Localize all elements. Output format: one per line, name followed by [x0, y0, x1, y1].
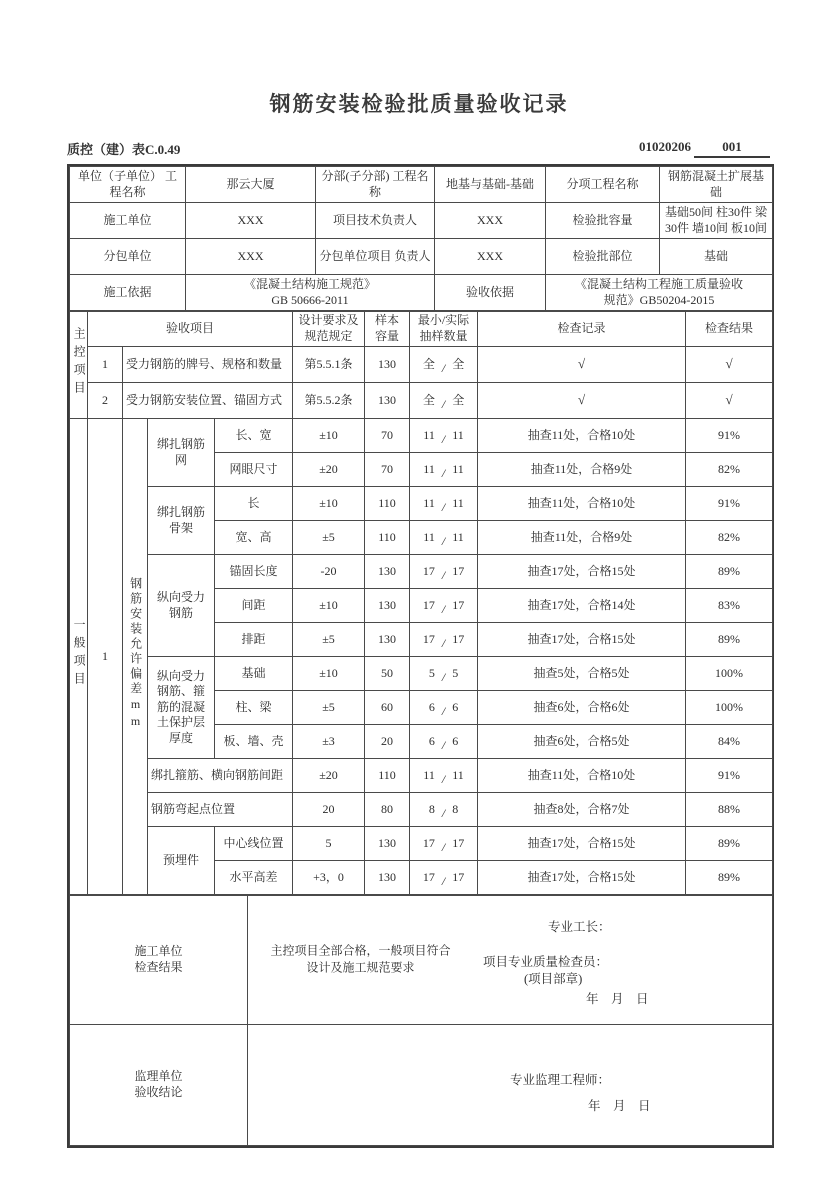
project-info-table: [69, 166, 773, 311]
result-cell: 82%: [686, 521, 773, 555]
record-cell: 抽查11处，合格10处: [478, 419, 686, 453]
item-cell: 受力钢筋安装位置、锚固方式: [123, 383, 293, 419]
min-actual-cell: 6 / 6: [410, 691, 478, 725]
slash: /: [441, 533, 446, 548]
contractor-label: 施工单位: [70, 203, 186, 239]
record-cell: 抽查6处，合格6处: [478, 691, 686, 725]
record-cell: 抽查17处，合格15处: [478, 861, 686, 895]
subcontractor-label: 分包单位: [70, 239, 186, 275]
table-row: [70, 657, 773, 691]
spec-cell: ±5: [293, 691, 365, 725]
table-row: [70, 555, 773, 589]
spec-cell: ±5: [293, 623, 365, 657]
slash: /: [441, 567, 446, 582]
item-cell: 锚固长度: [215, 555, 293, 589]
spec-cell: ±5: [293, 521, 365, 555]
spec-cell: ±3: [293, 725, 365, 759]
result-cell: 84%: [686, 725, 773, 759]
min-actual-cell: 17 / 17: [410, 861, 478, 895]
spec-cell: ±10: [293, 487, 365, 521]
check-statement: 主控项目全部合格，一般项目符合 设计及施工规范要求: [270, 943, 451, 975]
item-cell: 水平高差: [215, 861, 293, 895]
min-actual-cell: 17 / 17: [410, 623, 478, 657]
table-row: [70, 347, 773, 383]
construction-check-label: 施工单位 检查结果: [70, 896, 248, 1025]
item-cell: 长、宽: [215, 419, 293, 453]
form-code: 质控（建）表C.0.49: [67, 142, 181, 157]
min-actual-cell: 11 / 11: [410, 453, 478, 487]
sample-cell: 20: [365, 725, 410, 759]
record-cell: 抽查17处，合格14处: [478, 589, 686, 623]
record-cell: 抽查11处，合格9处: [478, 453, 686, 487]
spec-cell: ±20: [293, 453, 365, 487]
construction-check-content: [248, 896, 773, 1025]
item-cell: 排距: [215, 623, 293, 657]
table-row: [70, 827, 773, 861]
foreman-signature-label: 专业工长：: [548, 920, 611, 934]
record-cell: 抽查11处，合格10处: [478, 759, 686, 793]
spec-cell: 5: [293, 827, 365, 861]
table-header-row: [70, 312, 773, 347]
row-number: 2: [88, 383, 123, 419]
spec-cell: ±10: [293, 589, 365, 623]
supervision-conclusion-label: 监理单位 验收结论: [70, 1025, 248, 1146]
item-cell: 钢筋弯起点位置: [148, 793, 293, 827]
group-longitudinal-label: 纵向受力钢筋: [148, 555, 215, 657]
signature-section-table: [69, 895, 773, 1146]
sample-cell: 130: [365, 589, 410, 623]
header-check-result: 检查结果: [686, 312, 773, 347]
record-cell: 抽查17处，合格15处: [478, 623, 686, 657]
sample-cell: 60: [365, 691, 410, 725]
date-placeholder: 年 月 日: [588, 1099, 651, 1113]
subcontractor-value: XXX: [186, 239, 316, 275]
table-row: [70, 167, 773, 203]
doc-number: 01020206: [639, 139, 691, 154]
slash: /: [441, 771, 446, 786]
unit-project-label: 单位（子单位） 工程名称: [70, 167, 186, 203]
table-row: [70, 275, 773, 311]
group-cover-label: 纵向受力钢筋、箍筋的混凝土保护层厚度: [148, 657, 215, 759]
construction-basis-value: 《混凝土结构施工规范》 GB 50666-2011: [186, 275, 435, 311]
slash: /: [441, 499, 446, 514]
sample-cell: 130: [365, 383, 410, 419]
batch-part-label: 检验批部位: [546, 239, 660, 275]
form-meta-row: [67, 139, 770, 158]
result-cell: 100%: [686, 657, 773, 691]
min-actual-cell: 全 / 全: [410, 383, 478, 419]
table-row: [70, 759, 773, 793]
group-mesh-label: 绑扎钢筋网: [148, 419, 215, 487]
row-number: 1: [88, 419, 123, 895]
slash: /: [441, 601, 446, 616]
sample-cell: 50: [365, 657, 410, 691]
header-min-actual: 最小/实际抽样数量: [410, 312, 478, 347]
sample-cell: 80: [365, 793, 410, 827]
spec-cell: +3，0: [293, 861, 365, 895]
spec-cell: 第5.5.1条: [293, 347, 365, 383]
contractor-value: XXX: [186, 203, 316, 239]
table-row: [70, 239, 773, 275]
tech-lead-value: XXX: [435, 203, 546, 239]
min-actual-cell: 17 / 17: [410, 827, 478, 861]
deviation-column-label: 钢筋安装允许偏差mm: [123, 419, 148, 895]
form-sheet: [67, 164, 774, 1148]
min-actual-cell: 11 / 11: [410, 487, 478, 521]
record-cell: 抽查6处，合格5处: [478, 725, 686, 759]
result-cell: √: [686, 347, 773, 383]
record-cell: 抽查11处，合格9处: [478, 521, 686, 555]
doc-number-area: [639, 139, 770, 158]
result-cell: 89%: [686, 827, 773, 861]
group-skeleton-label: 绑扎钢筋骨架: [148, 487, 215, 555]
date-placeholder: 年 月 日: [586, 992, 649, 1006]
slash: /: [441, 360, 446, 375]
slash: /: [441, 703, 446, 718]
group-embedded-label: 预埋件: [148, 827, 215, 895]
quality-inspector-label: 项目专业质量检查员：: [483, 955, 609, 969]
slash: /: [441, 396, 446, 411]
spec-cell: ±20: [293, 759, 365, 793]
result-cell: 100%: [686, 691, 773, 725]
supervision-conclusion-content: [248, 1025, 773, 1146]
slash: /: [441, 669, 446, 684]
result-cell: 89%: [686, 555, 773, 589]
sub-lead-label: 分包单位项目 负责人: [316, 239, 435, 275]
record-cell: 抽查11处，合格10处: [478, 487, 686, 521]
result-cell: 89%: [686, 623, 773, 657]
item-cell: 长: [215, 487, 293, 521]
record-cell: 抽查17处，合格15处: [478, 555, 686, 589]
slash: /: [441, 431, 446, 446]
acceptance-basis-label: 验收依据: [435, 275, 546, 311]
batch-capacity-label: 检验批容量: [546, 203, 660, 239]
section-main-control-label: 主控项目: [70, 312, 88, 419]
table-row: [70, 383, 773, 419]
sample-cell: 130: [365, 555, 410, 589]
item-cell: 柱、梁: [215, 691, 293, 725]
header-sample-capacity: 样本容量: [365, 312, 410, 347]
slash: /: [441, 839, 446, 854]
min-actual-cell: 11 / 11: [410, 521, 478, 555]
table-row: [70, 419, 773, 453]
min-actual-cell: 全 / 全: [410, 347, 478, 383]
result-cell: √: [686, 383, 773, 419]
header-inspection-item: 验收项目: [88, 312, 293, 347]
slash: /: [441, 465, 446, 480]
unit-project-value: 那云大厦: [186, 167, 316, 203]
item-cell: 基础: [215, 657, 293, 691]
min-actual-cell: 6 / 6: [410, 725, 478, 759]
table-row: [70, 487, 773, 521]
min-actual-cell: 5 / 5: [410, 657, 478, 691]
result-cell: 91%: [686, 759, 773, 793]
item-project-value: 钢筋混凝土扩展基础: [660, 167, 773, 203]
slash: /: [441, 737, 446, 752]
min-actual-cell: 11 / 11: [410, 759, 478, 793]
min-actual-cell: 17 / 17: [410, 555, 478, 589]
spec-cell: 20: [293, 793, 365, 827]
item-cell: 间距: [215, 589, 293, 623]
doc-serial: 001: [694, 139, 770, 158]
sample-cell: 110: [365, 521, 410, 555]
sample-cell: 130: [365, 347, 410, 383]
construction-basis-label: 施工依据: [70, 275, 186, 311]
slash: /: [441, 873, 446, 888]
sample-cell: 110: [365, 759, 410, 793]
batch-part-value: 基础: [660, 239, 773, 275]
slash: /: [441, 635, 446, 650]
inspection-items-table: [69, 311, 773, 895]
record-cell: √: [478, 383, 686, 419]
row-number: 1: [88, 347, 123, 383]
item-cell: 中心线位置: [215, 827, 293, 861]
sample-cell: 130: [365, 861, 410, 895]
record-cell: 抽查8处，合格7处: [478, 793, 686, 827]
min-actual-cell: 11 / 11: [410, 419, 478, 453]
spec-cell: 第5.5.2条: [293, 383, 365, 419]
sample-cell: 130: [365, 623, 410, 657]
acceptance-basis-value: 《混凝土结构工程施工质量验收 规范》GB50204-2015: [546, 275, 773, 311]
result-cell: 91%: [686, 419, 773, 453]
sample-cell: 70: [365, 419, 410, 453]
item-cell: 板、墙、壳: [215, 725, 293, 759]
section-general-label: 一般项目: [70, 419, 88, 895]
construction-check-row: [70, 896, 773, 1025]
sample-cell: 110: [365, 487, 410, 521]
supervising-engineer-label: 专业监理工程师：: [510, 1073, 611, 1087]
header-check-record: 检查记录: [478, 312, 686, 347]
table-row: [70, 793, 773, 827]
spec-cell: ±10: [293, 419, 365, 453]
division-value: 地基与基础-基础: [435, 167, 546, 203]
result-cell: 83%: [686, 589, 773, 623]
record-cell: 抽查5处，合格5处: [478, 657, 686, 691]
sub-lead-value: XXX: [435, 239, 546, 275]
min-actual-cell: 8 / 8: [410, 793, 478, 827]
project-stamp-note: (项目部章): [524, 972, 583, 986]
table-row: [70, 203, 773, 239]
item-cell: 宽、高: [215, 521, 293, 555]
item-project-label: 分项工程名称: [546, 167, 660, 203]
spec-cell: -20: [293, 555, 365, 589]
division-label: 分部(子分部) 工程名称: [316, 167, 435, 203]
slash: /: [441, 805, 446, 820]
result-cell: 88%: [686, 793, 773, 827]
min-actual-cell: 17 / 17: [410, 589, 478, 623]
tech-lead-label: 项目技术负责人: [316, 203, 435, 239]
supervision-conclusion-row: [70, 1025, 773, 1146]
record-cell: 抽查17处，合格15处: [478, 827, 686, 861]
page-title: 钢筋安装检验批质量验收记录: [269, 92, 569, 116]
item-cell: 网眼尺寸: [215, 453, 293, 487]
spec-cell: ±10: [293, 657, 365, 691]
result-cell: 82%: [686, 453, 773, 487]
result-cell: 91%: [686, 487, 773, 521]
item-cell: 绑扎箍筋、横向钢筋间距: [148, 759, 293, 793]
item-cell: 受力钢筋的牌号、规格和数量: [123, 347, 293, 383]
sample-cell: 70: [365, 453, 410, 487]
record-cell: √: [478, 347, 686, 383]
batch-capacity-value: 基础50间 柱30件 梁30件 墙10间 板10间: [660, 203, 773, 239]
sample-cell: 130: [365, 827, 410, 861]
result-cell: 89%: [686, 861, 773, 895]
header-design-requirement: 设计要求及规范规定: [293, 312, 365, 347]
